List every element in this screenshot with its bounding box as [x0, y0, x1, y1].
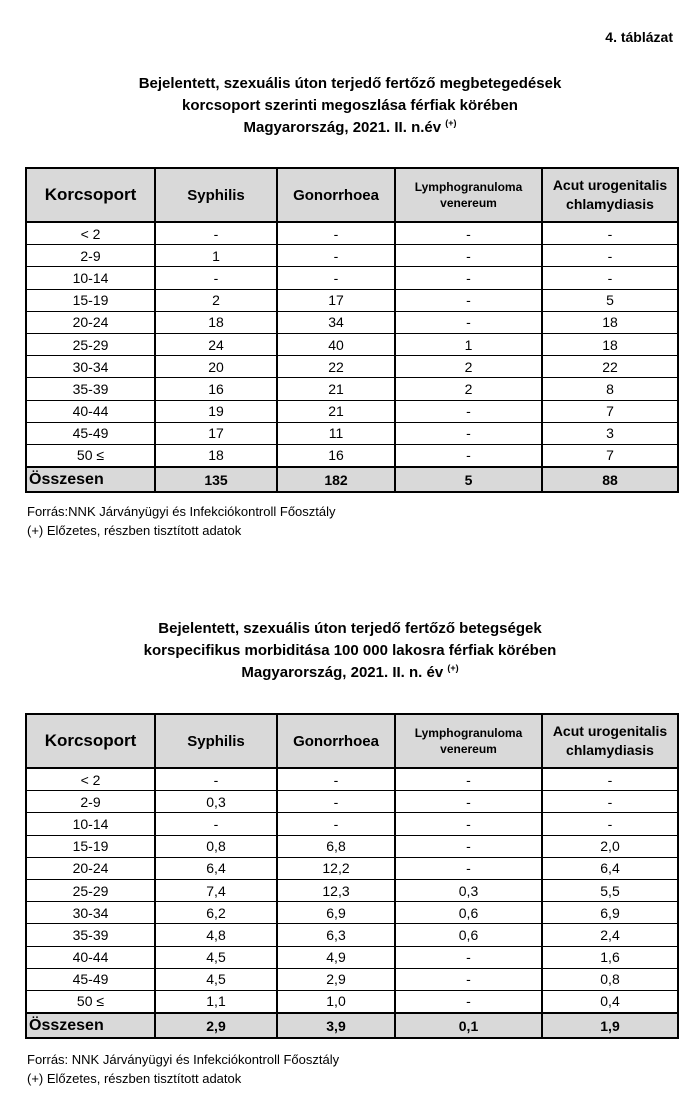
value-cell: -	[277, 813, 395, 835]
value-cell: -	[542, 267, 678, 289]
header-korcsoport: Korcsoport	[26, 168, 155, 222]
age-group-cell: 20-24	[26, 311, 155, 333]
table-row	[26, 990, 678, 1013]
total-value-cell: 0,1	[395, 1013, 542, 1038]
value-cell: 0,3	[395, 879, 542, 901]
header-gonorrhoea: Gonorrhoea	[277, 714, 395, 768]
table1-title	[0, 73, 700, 139]
value-cell: 1	[155, 245, 277, 267]
value-cell: -	[277, 245, 395, 267]
age-group-cell: 35-39	[26, 924, 155, 946]
table2-title-footnote-mark: (+)	[447, 663, 459, 673]
value-cell: 4,5	[155, 946, 277, 968]
total-value-cell: 182	[277, 467, 395, 492]
table2-footnote: (+) Előzetes, részben tisztított adatok	[27, 1071, 242, 1086]
value-cell: -	[277, 267, 395, 289]
header-syphilis: Syphilis	[155, 168, 277, 222]
age-group-cell: 45-49	[26, 422, 155, 444]
table-row	[26, 378, 678, 400]
age-group-cell: 2-9	[26, 791, 155, 813]
header-lymphogranuloma: Lymphogranuloma venereum	[395, 714, 542, 768]
header-lymphogranuloma: Lymphogranuloma venereum	[395, 168, 542, 222]
age-group-cell: 10-14	[26, 267, 155, 289]
total-value-cell: 88	[542, 467, 678, 492]
value-cell: 7	[542, 444, 678, 467]
value-cell: 20	[155, 356, 277, 378]
header-chlamydiasis: Acut urogenitalis chlamydiasis	[542, 168, 678, 222]
table-row	[26, 924, 678, 946]
table-row	[26, 311, 678, 333]
value-cell: 0,3	[155, 791, 277, 813]
value-cell: 1,1	[155, 990, 277, 1013]
value-cell: 16	[155, 378, 277, 400]
value-cell: 0,8	[155, 835, 277, 857]
table2-header-row	[26, 714, 678, 768]
table2-title-line1: Bejelentett, szexuális úton terjedő fertőző betegségek	[158, 620, 542, 637]
table1-title-line2: korcsoport szerinti megoszlása férfiak körében	[182, 97, 518, 114]
value-cell: 2	[395, 356, 542, 378]
value-cell: 5	[542, 289, 678, 311]
total-value-cell: 1,9	[542, 1013, 678, 1038]
table-row	[26, 968, 678, 990]
header-syphilis: Syphilis	[155, 714, 277, 768]
age-group-cell: 15-19	[26, 835, 155, 857]
value-cell: 2	[395, 378, 542, 400]
table-row	[26, 902, 678, 924]
age-group-cell: 35-39	[26, 378, 155, 400]
age-group-cell: 45-49	[26, 968, 155, 990]
value-cell: 6,8	[277, 835, 395, 857]
total-row	[26, 467, 678, 492]
age-group-cell: 20-24	[26, 857, 155, 879]
value-cell: 2,0	[542, 835, 678, 857]
table1-source	[27, 502, 336, 540]
value-cell: 17	[277, 289, 395, 311]
value-cell: 0,6	[395, 924, 542, 946]
value-cell: 21	[277, 400, 395, 422]
value-cell: 2,4	[542, 924, 678, 946]
value-cell: 1,6	[542, 946, 678, 968]
value-cell: 0,6	[395, 902, 542, 924]
value-cell: -	[542, 813, 678, 835]
age-group-cell: 40-44	[26, 946, 155, 968]
value-cell: 11	[277, 422, 395, 444]
header-korcsoport: Korcsoport	[26, 714, 155, 768]
value-cell: 6,4	[542, 857, 678, 879]
value-cell: -	[395, 245, 542, 267]
value-cell: -	[542, 222, 678, 245]
value-cell: -	[395, 222, 542, 245]
value-cell: 34	[277, 311, 395, 333]
table-row	[26, 422, 678, 444]
value-cell: -	[277, 222, 395, 245]
age-group-cell: 30-34	[26, 356, 155, 378]
value-cell: 22	[542, 356, 678, 378]
value-cell: 1,0	[277, 990, 395, 1013]
value-cell: 6,9	[542, 902, 678, 924]
total-value-cell: 135	[155, 467, 277, 492]
value-cell: -	[542, 245, 678, 267]
age-group-cell: 30-34	[26, 902, 155, 924]
table-row	[26, 444, 678, 467]
value-cell: -	[395, 267, 542, 289]
table2-body	[26, 768, 678, 1038]
value-cell: -	[155, 267, 277, 289]
value-cell: 12,2	[277, 857, 395, 879]
total-value-cell: 5	[395, 467, 542, 492]
table2-source-line: Forrás: NNK Járványügyi és Infekciókontroll Főosztály	[27, 1052, 340, 1067]
table-row	[26, 400, 678, 422]
table-row	[26, 857, 678, 879]
value-cell: 1	[395, 333, 542, 355]
table2	[25, 713, 679, 1039]
value-cell: 18	[542, 333, 678, 355]
table-row	[26, 267, 678, 289]
value-cell: 7,4	[155, 879, 277, 901]
value-cell: -	[542, 791, 678, 813]
table2-title-line2: korspecifikus morbiditása 100 000 lakosra férfiak körében	[143, 642, 557, 659]
value-cell: 4,9	[277, 946, 395, 968]
value-cell: 22	[277, 356, 395, 378]
value-cell: 40	[277, 333, 395, 355]
value-cell: 7	[542, 400, 678, 422]
value-cell: 18	[542, 311, 678, 333]
age-group-cell: 15-19	[26, 289, 155, 311]
table-row	[26, 791, 678, 813]
value-cell: 2	[155, 289, 277, 311]
value-cell: 16	[277, 444, 395, 467]
value-cell: -	[395, 857, 542, 879]
value-cell: -	[155, 222, 277, 245]
age-group-cell: 25-29	[26, 879, 155, 901]
value-cell: -	[277, 768, 395, 791]
value-cell: 18	[155, 444, 277, 467]
value-cell: 0,8	[542, 968, 678, 990]
value-cell: 6,9	[277, 902, 395, 924]
table2-title	[0, 618, 700, 684]
value-cell: 18	[155, 311, 277, 333]
age-group-cell: 10-14	[26, 813, 155, 835]
total-row	[26, 1013, 678, 1038]
value-cell: -	[277, 791, 395, 813]
table-row	[26, 333, 678, 355]
value-cell: -	[395, 813, 542, 835]
value-cell: 3	[542, 422, 678, 444]
value-cell: 4,5	[155, 968, 277, 990]
value-cell: -	[395, 835, 542, 857]
value-cell: 6,3	[277, 924, 395, 946]
value-cell: -	[395, 311, 542, 333]
table-row	[26, 289, 678, 311]
age-group-cell: 40-44	[26, 400, 155, 422]
value-cell: 4,8	[155, 924, 277, 946]
table1-title-footnote-mark: (+)	[445, 118, 457, 128]
value-cell: -	[395, 990, 542, 1013]
value-cell: 19	[155, 400, 277, 422]
total-value-cell: 3,9	[277, 1013, 395, 1038]
table-row	[26, 222, 678, 245]
table1-footnote: (+) Előzetes, részben tisztított adatok	[27, 523, 242, 538]
table1	[25, 167, 679, 493]
age-group-cell: < 2	[26, 222, 155, 245]
value-cell: 8	[542, 378, 678, 400]
table-row	[26, 245, 678, 267]
value-cell: 6,2	[155, 902, 277, 924]
header-chlamydiasis: Acut urogenitalis chlamydiasis	[542, 714, 678, 768]
value-cell: -	[395, 422, 542, 444]
age-group-cell: < 2	[26, 768, 155, 791]
value-cell: -	[395, 400, 542, 422]
table1-title-line1: Bejelentett, szexuális úton terjedő fertőző megbetegedések	[138, 75, 562, 92]
value-cell: -	[395, 444, 542, 467]
table-row	[26, 356, 678, 378]
value-cell: -	[395, 946, 542, 968]
table1-title-line3: Magyarország, 2021. II. n.év (+)	[243, 118, 457, 136]
age-group-cell: 25-29	[26, 333, 155, 355]
table1-header-row	[26, 168, 678, 222]
value-cell: 2,9	[277, 968, 395, 990]
value-cell: 6,4	[155, 857, 277, 879]
table1-source-line: Forrás:NNK Járványügyi és Infekciókontroll Főosztály	[27, 504, 336, 519]
table1-body	[26, 222, 678, 492]
age-group-cell: 50 ≤	[26, 990, 155, 1013]
value-cell: -	[395, 968, 542, 990]
table-row	[26, 946, 678, 968]
table2-source	[27, 1050, 339, 1088]
age-group-cell: 2-9	[26, 245, 155, 267]
value-cell: 17	[155, 422, 277, 444]
table-row	[26, 813, 678, 835]
table-row	[26, 879, 678, 901]
table-number-label: 4. táblázat	[605, 29, 673, 45]
value-cell: 21	[277, 378, 395, 400]
header-gonorrhoea: Gonorrhoea	[277, 168, 395, 222]
value-cell: -	[395, 768, 542, 791]
table-row	[26, 768, 678, 791]
value-cell: -	[155, 768, 277, 791]
value-cell: 0,4	[542, 990, 678, 1013]
value-cell: -	[542, 768, 678, 791]
table2-title-line3: Magyarország, 2021. II. n. év (+)	[241, 663, 459, 681]
value-cell: 5,5	[542, 879, 678, 901]
value-cell: 24	[155, 333, 277, 355]
total-label-cell: Összesen	[26, 1013, 155, 1038]
total-label-cell: Összesen	[26, 467, 155, 492]
value-cell: 12,3	[277, 879, 395, 901]
age-group-cell: 50 ≤	[26, 444, 155, 467]
total-value-cell: 2,9	[155, 1013, 277, 1038]
value-cell: -	[395, 791, 542, 813]
value-cell: -	[155, 813, 277, 835]
table-row	[26, 835, 678, 857]
value-cell: -	[395, 289, 542, 311]
